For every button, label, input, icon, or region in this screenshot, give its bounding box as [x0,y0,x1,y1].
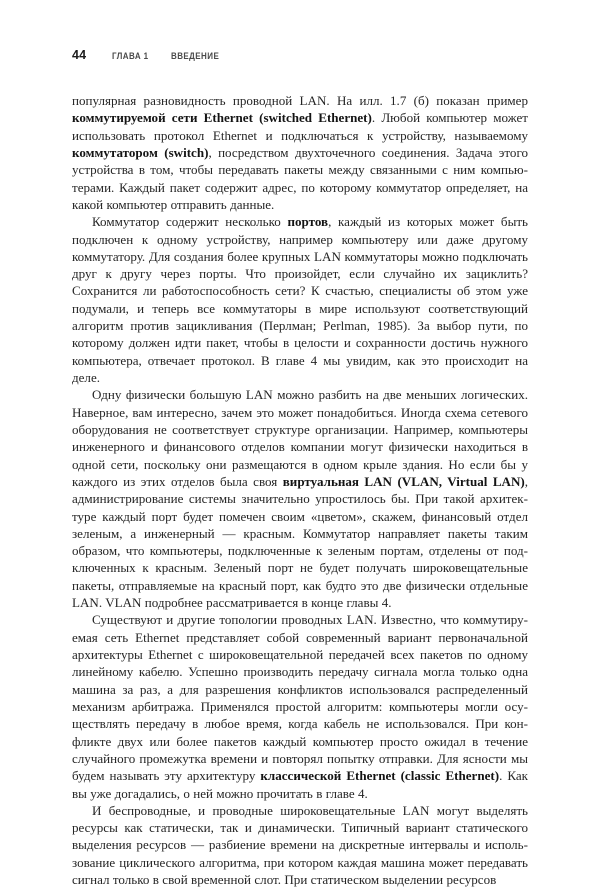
paragraph [72,386,528,611]
paragraph [72,611,528,801]
text-run: , администрирование системы значительно упростилось бы. При такой архитектуре каждый порт будет помечен своим «цветом», скажем, финансовый отдел зеленым, а инженерный — красным. Коммутатор направляет пакеты таким образом, что компьютеры, подключенные к зеленым портам, отделены от подключенных к красным. Зеленый порт не будет получать широковещательные пакеты, отправляемые на красный порт, как будто это две физически отдельные LAN. VLAN подробнее рассматривается в конце главы 4. [72,473,528,611]
text-run: Коммутатор содержит несколько [92,214,288,230]
text-run: Существуют и другие топологии проводных LAN. Известно, что коммутируемая сеть Ethernet представляет собой современный вариант первоначальной архитектуры Ethernet с широковещательной передачей всех пакетов по одному линейному кабелю. Успешно производить передачу сигнала могла только одна машина за раз, а для разрешения конфликтов использовался распределенный механизм арбитража. Применялся простой алгоритм: компьютеры могли осуществлять передачу в любое время, когда кабель не использовался. При конфликте двух или более пакетов каждый компьютер просто ожидал в течение случайного промежутка времени и повторял попытку отправки. Для ясности мы будем называть эту архитектуру [72,612,528,784]
paragraph [72,213,528,386]
page-number: 44 [72,48,87,62]
body-text-column [72,92,528,888]
text-run: , посредством двухточечного соединения. Задача этого устройства в том, чтобы передавать пакеты между связанными с ним компьютерами. Каждый пакет содержит адрес, по которому коммутатор определяет, на какой компьютер отправить данные. [72,144,528,212]
emphasis-term: коммутатором (switch) [72,144,209,160]
emphasis-term: классической Ethernet (classic Ethernet) [260,768,500,784]
text-run: . Любой компьютер может использовать протокол Ethernet и подключаться к устройству, называемому [72,110,528,143]
text-run: популярная разновидность проводной LAN. На илл. 1.7 (б) показан пример [72,93,528,108]
running-head-chapter-label: ГЛАВА 1 [112,51,149,61]
text-run: И беспроводные, и проводные широковещательные LAN могут выделять ресурсы как статически, так и динамически. Типичный вариант статического выделения ресурсов — разбиение времени на дискретные интервалы и использование циклического алгоритма, при котором каждая машина может передавать сигнал только в свой временной слот. При статическом выделении ресурсов [72,802,528,888]
running-head [72,48,227,62]
text-run: . Как вы уже догадались, о ней можно прочитать в главе 4. [72,768,528,801]
text-run: Одну физически большую LAN можно разбить на две меньших логических. Наверное, вам интересно, зачем это может понадобиться. Иногда схема сетевого оборудования не соответствует структуре организации. Например, компьютеры инженерного и финансового отделов компании могут физически находиться в одной сети, поскольку они размещаются в одном крыле здания. Но если бы у каждого из этих отделов была своя [72,387,528,489]
emphasis-term: портов [287,214,329,230]
emphasis-term: коммутируемой сети Ethernet (switched Ethernet) [72,110,372,126]
emphasis-term: виртуальная LAN (VLAN, Virtual LAN) [282,473,525,489]
paragraph [72,92,528,213]
paragraph [72,802,528,888]
text-run: , каждый из которых может быть подключен к одному устройству, например компьютеру или даже другому коммутатору. Для создания более крупных LAN коммутаторы можно подключать друг к другу через порты. Что произойдет, если случайно их зациклить? Сохранится ли работоспособность сети? К счастью, специалисты об этом уже подумали, и теперь все коммутаторы в мире используют соответствующий алгоритм против зацикливания (Перлман; Perlman, 1985). За выбор пути, по которому должен идти пакет, чтобы в целости и сохранности достичь нужного компьютера, отвечает протокол. В главе 4 мы увидим, как это происходит на деле. [72,214,528,385]
running-head-chapter-title: ВВЕДЕНИЕ [170,51,220,61]
